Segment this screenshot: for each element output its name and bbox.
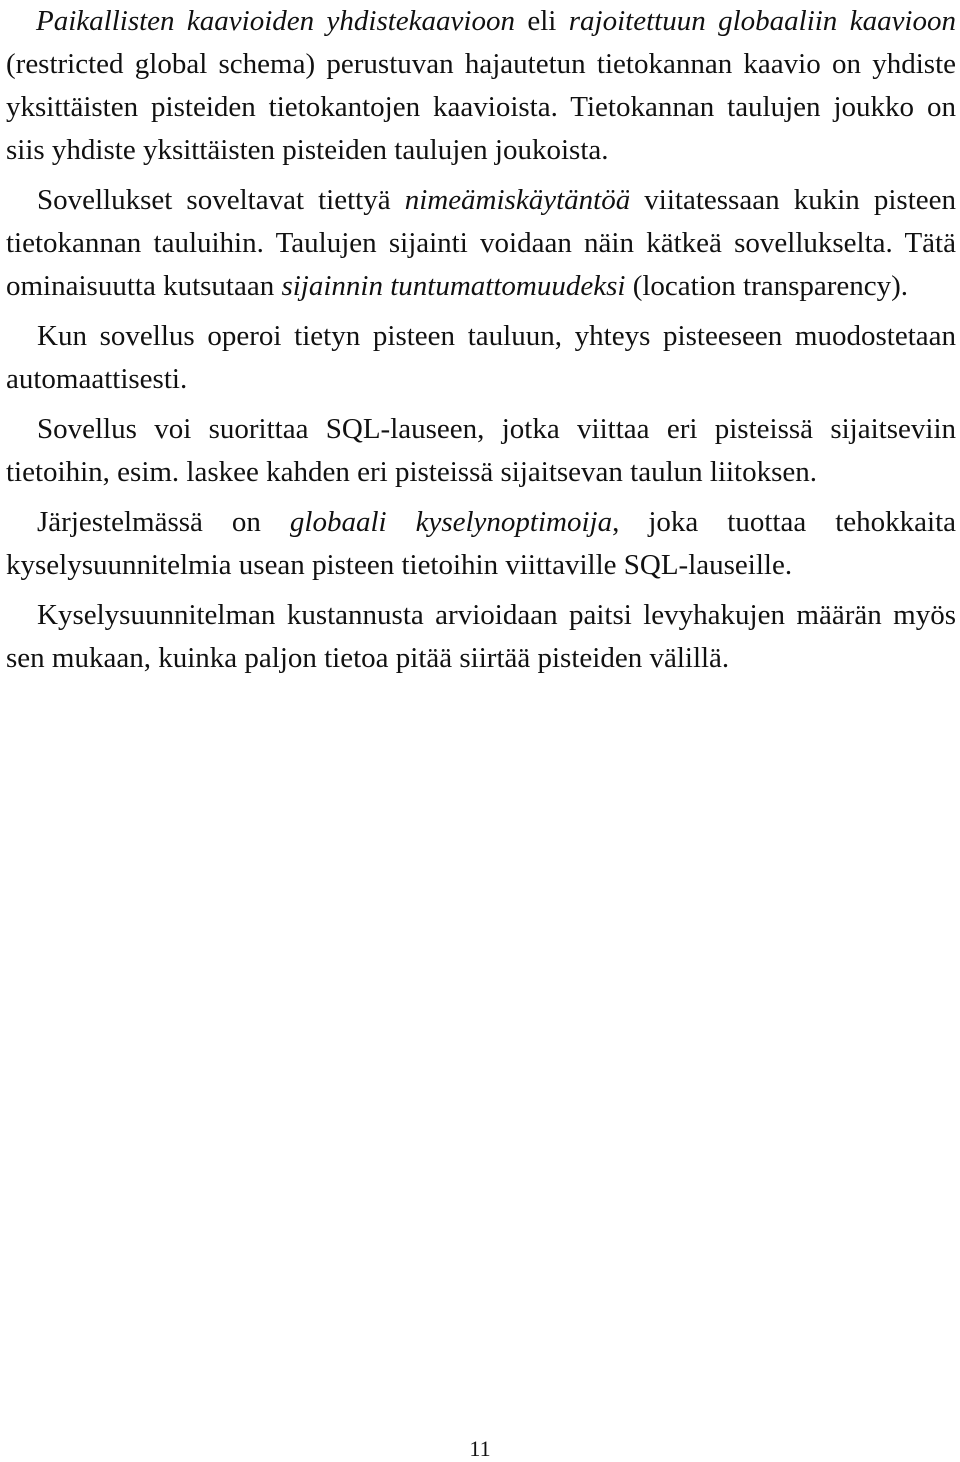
paragraph-text: (location transparency). xyxy=(625,270,909,302)
paragraph-query-optimizer xyxy=(6,501,956,587)
paragraph-text: Järjestelmässä on xyxy=(37,506,290,538)
paragraph-query-cost xyxy=(6,594,956,680)
paragraph-distributed-schema xyxy=(6,0,956,172)
paragraph-text: Sovellus voi suorittaa SQL-lauseen, jotka viittaa eri pisteissä sijaitseviin tietoihin, esim. laskee kahden eri pisteissä sijaitsevan taulun liitoksen. xyxy=(6,413,956,488)
paragraph-text: viitatessaan kukin pisteen tietokannan tauluihin. Taulujen sijainti voidaan näin kätkeä sovellukselta. Tätä ominaisuutta kutsutaan xyxy=(6,184,956,302)
paragraph-text: Kyselysuunnitelman kustannusta arvioidaan paitsi levyhakujen määrän myös sen mukaan, kuinka paljon tietoa pitää siirtää pisteiden välillä. xyxy=(6,599,956,674)
paragraph-automatic-connection xyxy=(6,315,956,401)
term-location-transparency: sijainnin tuntumattomuudeksi xyxy=(281,270,626,302)
document-body xyxy=(6,0,956,680)
paragraph-sql-statements xyxy=(6,408,956,494)
paragraph-text: Kun sovellus operoi tietyn pisteen tauluun, yhteys pisteeseen muodostetaan automaattisesti. xyxy=(6,320,956,395)
term-global-query-optimizer: globaali kyselynoptimoija xyxy=(289,506,613,538)
paragraph-text: eli xyxy=(514,5,569,37)
term-naming-convention: nimeämiskäytäntöä xyxy=(404,184,631,216)
paragraph-text: , joka tuottaa tehokkaita kyselysuunnitelmia usean pisteen tietoihin viittaville SQL-lauseille. xyxy=(6,506,956,581)
term-local-schema-union: Paikallisten kaavioiden yhdistekaavioon xyxy=(36,5,515,37)
paragraph-naming-convention xyxy=(6,179,956,308)
page-number: 11 xyxy=(469,1436,491,1461)
paragraph-text: Sovellukset soveltavat tiettyä xyxy=(37,184,405,216)
paragraph-text: (restricted global schema) perustuvan hajautetun tietokannan kaavio on yhdiste yksittäisten pisteiden tietokantojen kaavioista. Tietokannan taulujen joukko on siis yhdiste yksittäisten pisteiden taulujen joukoista. xyxy=(6,48,956,166)
term-restricted-global-schema: rajoitettuun globaaliin kaavioon xyxy=(568,5,956,37)
